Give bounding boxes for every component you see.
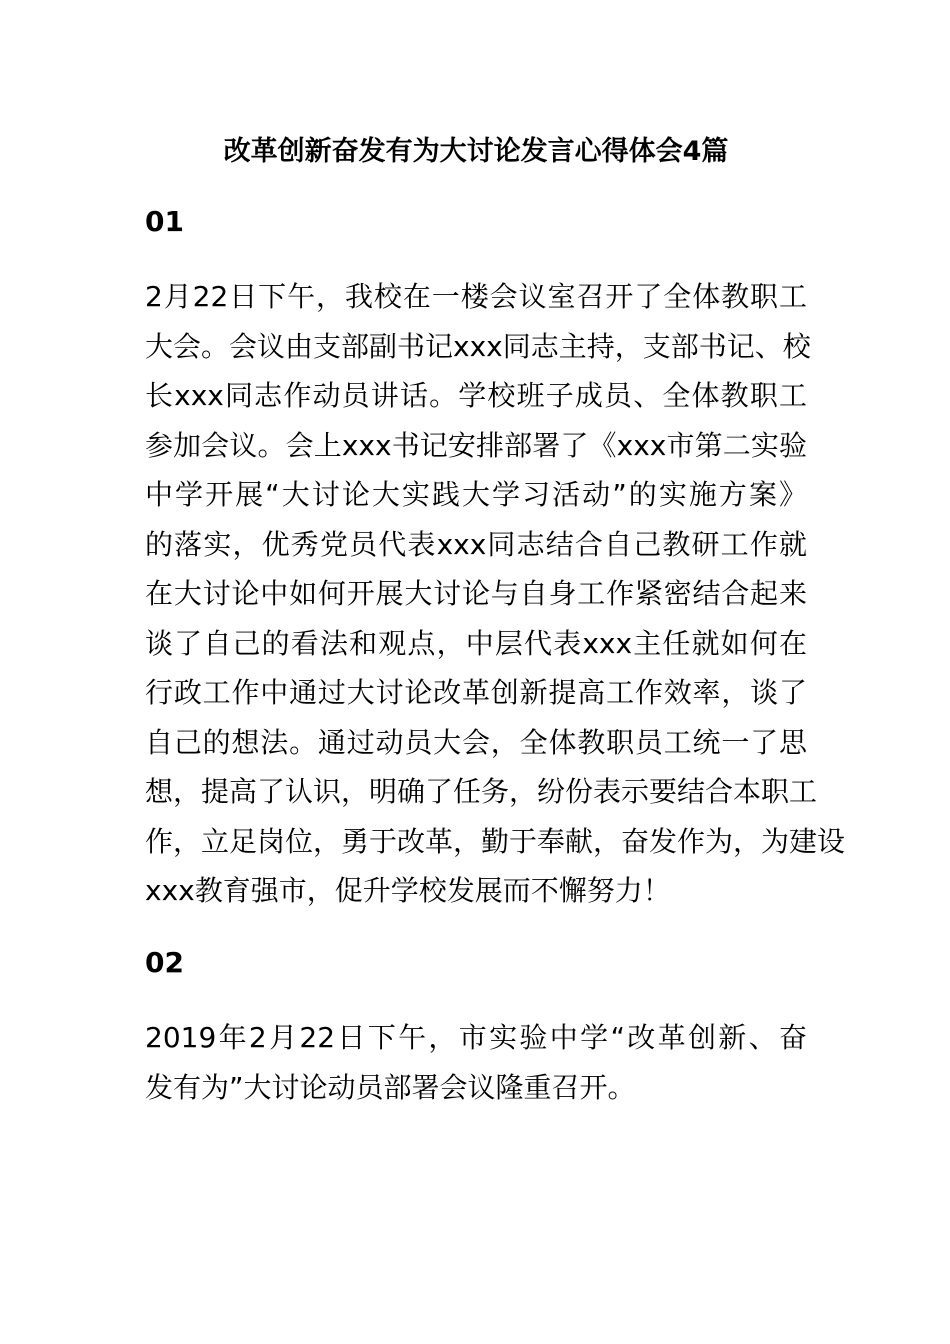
- paragraph-line: 参加会议。会上xxx书记安排部署了《xxx市第二实验: [145, 428, 807, 462]
- paragraph-line: 大会。会议由支部副书记xxx同志主持，支部书记、校: [145, 329, 811, 363]
- section-heading-02: 02: [145, 946, 184, 979]
- section-02-paragraph: [145, 1013, 807, 1112]
- paragraph-line: 发有为”大讨论动员部署会议隆重召开。: [145, 1070, 636, 1104]
- section-heading-01: 01: [145, 205, 184, 238]
- paragraph-line: 长xxx同志作动员讲话。学校班子成员、全体教职工: [145, 379, 807, 412]
- paragraph-line: 谈了自己的看法和观点，中层代表xxx主任就如何在: [145, 626, 807, 660]
- section-01-paragraph: [145, 272, 846, 916]
- paragraph-line: 作，立足岗位，勇于改革，勤于奉献，奋发作为，为建设: [145, 824, 846, 858]
- paragraph-line: 中学开展“大讨论大实践大学习活动”的实施方案》: [145, 478, 807, 511]
- paragraph-line: 2019年2月22日下午，市实验中学“改革创新、奋: [145, 1021, 807, 1054]
- document-title: 改革创新奋发有为大讨论发言心得体会4篇: [223, 136, 729, 167]
- paragraph-line: xxx教育强市，促升学校发展而不懈努力！: [145, 874, 671, 907]
- paragraph-line: 的落实，优秀党员代表xxx同志结合自己教研工作就: [145, 527, 807, 561]
- paragraph-line: 想，提高了认识，明确了任务，纷份表示要结合本职工: [145, 775, 818, 808]
- paragraph-line: 自己的想法。通过动员大会，全体教职员工统一了思: [145, 725, 807, 759]
- paragraph-line: 2月22日下午，我校在一楼会议室召开了全体教职工: [145, 280, 807, 313]
- paragraph-line: 在大讨论中如何开展大讨论与自身工作紧密结合起来: [145, 577, 807, 610]
- paragraph-line: 行政工作中通过大讨论改革创新提高工作效率，谈了: [145, 676, 807, 709]
